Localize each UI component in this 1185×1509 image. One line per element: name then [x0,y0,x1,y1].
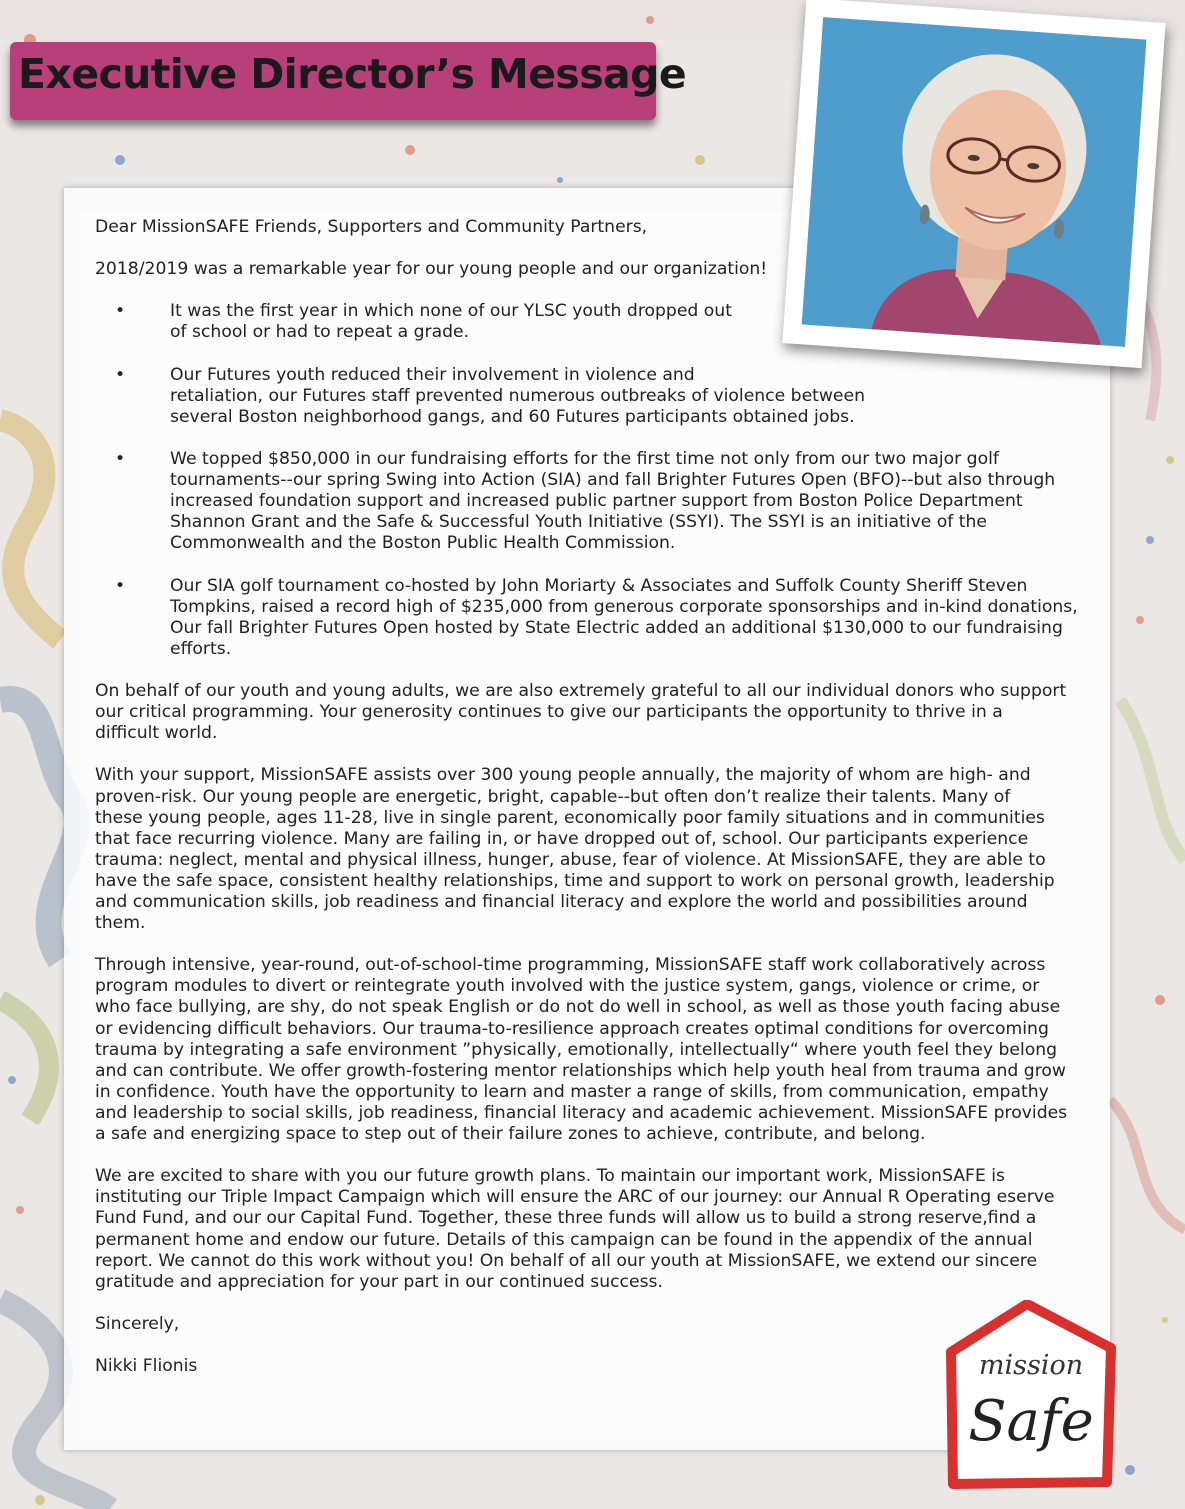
bullet-dot: • [115,575,126,596]
paragraph-programming: Through intensive, year-round, out-of-school-time programming, MissionSAFE staff work collaboratively across program modules to divert or reintegrate youth involved with the justice system, gangs, violence or crime, or who face bullying, are shy, do not speak English or do not do well in school, as well as those youth facing abuse or evidencing difficult behaviors. Our trauma-to-resilience approach creates optimal conditions for overcoming trauma by integrating a safe environment ”physically, emotionally, intellectually“ where youth feel they belong and can contribute. We offer growth-fostering mentor relationships which help youth heal from trauma and grow in confidence. Youth have the opportunity to learn and master a range of skills, from communication, empathy and leadership to social skills, job readiness, financial literacy and academic achievement. MissionSAFE provides a safe and energizing space to step out of their failure zones to achieve, contribute, and belong. [95,955,1068,1145]
closing: Sincerely, [95,1313,180,1334]
bullet-dot: • [115,301,126,322]
bullet-text: We topped $850,000 in our fundraising efforts for the first time not only from our two major golf tournaments--our spring Swing into Action (SIA) and fall Brighter Futures Open (BFO)--but also through increased foundation support and increased public partner support from Boston Police Department Shannon Grant and the Safe & Successful Youth Initiative (SSYI). The SSYI is an initiative of the Commonwealth and the Boston Public Health Commission. [170,449,1056,554]
highlights-list [95,301,1080,660]
logo-text-safe: Safe [968,1389,1094,1454]
paragraph-donors: On behalf of our youth and young adults, we are also extremely grateful to all our individual donors who support our critical programming. Your generosity continues to give our participants the opportunity to thrive in a difficult world. [95,681,1067,744]
logo-text-mission: mission [978,1350,1084,1381]
bullet-text: Our Futures youth reduced their involvement in violence and retaliation, our Futures staff prevented numerous outbreaks of violence between several Boston neighborhood gangs, and 60 Futures participants obtained jobs. [170,364,865,427]
bullet-text: Our SIA golf tournament co-hosted by John Moriarty & Associates and Suffolk County Sheriff Steven Tompkins, raised a record high of $235,000 from generous corporate sponsorships and in-kind donations, Our fall Brighter Futures Open hosted by State Electric added an additional $130,000 to our fundraising efforts. [170,575,1078,659]
salutation: Dear MissionSAFE Friends, Supporters and Community Partners, [95,217,648,237]
portrait-photo [802,17,1147,347]
list-item [95,576,1080,660]
bullet-text: It was the first year in which none of our YLSC youth dropped out of school or had to repeat a grade. [170,301,732,343]
letter-body [95,217,1080,1398]
list-item [95,365,1080,428]
intro-line: 2018/2019 was a remarkable year for our young people and our organization! [95,259,768,280]
list-item [95,449,1080,554]
missionsafe-logo [943,1300,1118,1490]
signature: Nikki Flionis [95,1356,198,1377]
paragraph-support: With your support, MissionSAFE assists over 300 young people annually, the majority of whom are high- and proven-risk. Our young people are energetic, bright, capable--but often don’t realize their talents. Many of these young people, ages 11-28, live in single parent, economically poor family situations and in communities that face recurring violence. Many are failing in, or have dropped out of, school. Our participants experience trauma: neglect, mental and physical illness, hunger, abuse, fear of violence. At MissionSAFE, they are able to have the safe space, consistent healthy relationships, time and support to work on personal growth, leadership and communication skills, job readiness and financial literacy and explore the world and possibilities around them. [95,765,1055,934]
bullet-dot: • [115,364,126,385]
portrait-photo-frame [782,0,1165,368]
bullet-dot: • [115,449,126,470]
page-title: Executive Director’s Message [18,50,687,98]
paragraph-campaign: We are excited to share with you our future growth plans. To maintain our important work, MissionSAFE is instituting our Triple Impact Campaign which will ensure the ARC of our journey: our Annual R Operating eserve Fund Fund, and our our Capital Fund. Together, these three funds will allow us to build a strong reserve,find a permanent home and endow our future. Details of this campaign can be found in the appendix of the annual report. We cannot do this work without you! On behalf of all our youth at MissionSAFE, we extend our sincere gratitude and appreciation for your part in our continued success. [95,1166,1055,1292]
